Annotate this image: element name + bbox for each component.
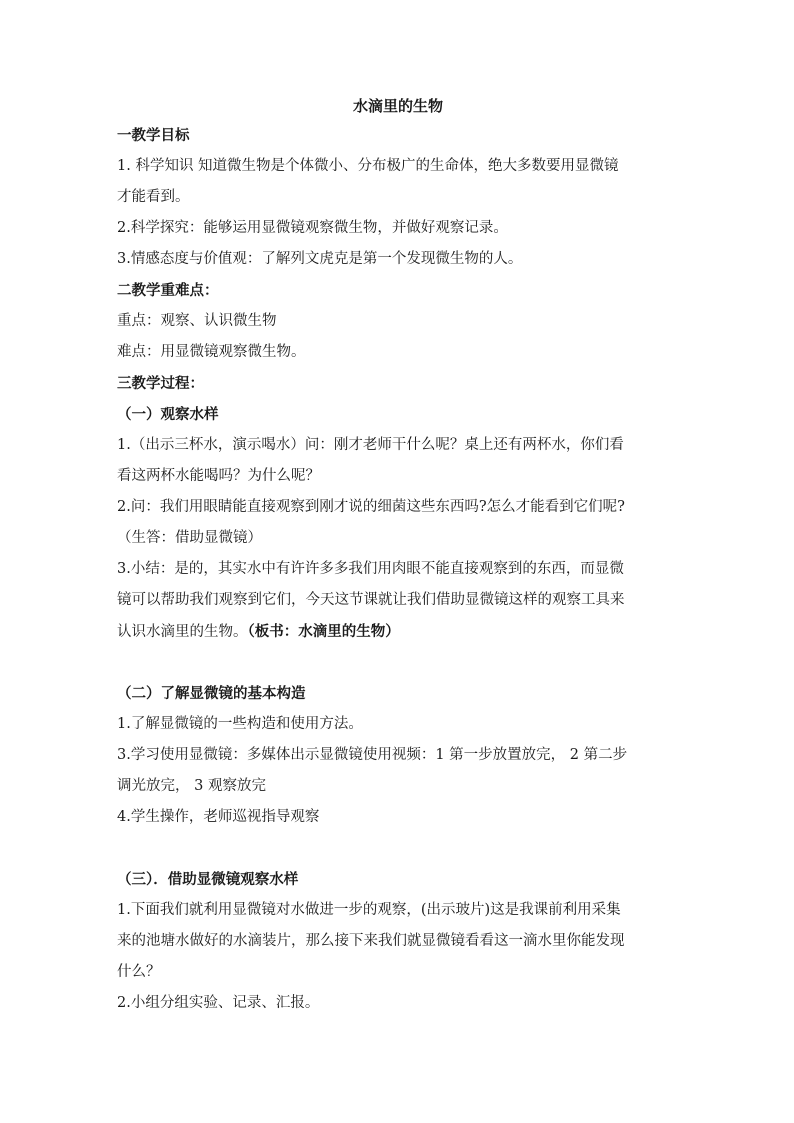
paragraph-line: 2.问：我们用眼睛能直接观察到刚才说的细菌这些东西吗?怎么才能看到它们呢? [117, 499, 625, 515]
paragraph-line: 调光放完， 3 观察放完 [117, 778, 266, 794]
spacer [117, 647, 679, 678]
paragraph-line [117, 616, 679, 647]
paragraph-line: 1.了解显微镜的一些构造和使用方法。 [117, 716, 363, 732]
subsection-heading-observe-water: （一）观察水样 [117, 406, 219, 423]
paragraph-line: 重点：观察、认识微生物 [117, 313, 277, 329]
paragraph-line: 3.学习使用显微镜：多媒体出示显微镜使用视频：1 第一步放置放完， 2 第二步 [117, 747, 628, 763]
section-heading-objectives: 一教学目标 [117, 127, 190, 144]
blackboard-note: （板书：水滴里的生物） [247, 623, 400, 640]
paragraph-line: 2.小组分组实验、记录、汇报。 [117, 995, 320, 1011]
paragraph-line: 镜可以帮助我们观察到它们，今天这节课就让我们借助显微镜这样的观察工具来 [117, 592, 625, 608]
paragraph-line: 看这两杯水能喝吗？为什么呢？ [117, 468, 320, 484]
paragraph-line: 什么？ [117, 964, 161, 980]
document-page [117, 96, 679, 1019]
paragraph-line: 1.（出示三杯水，演示喝水）问：刚才老师干什么呢？桌上还有两杯水，你们看 [117, 437, 624, 453]
spacer [117, 833, 679, 864]
paragraph-text: 认识水滴里的生物。 [117, 624, 248, 640]
paragraph-line: 4.学生操作，老师巡视指导观察 [117, 809, 320, 825]
paragraph-line: 3.小结：是的，其实水中有许许多多我们用肉眼不能直接观察到的东西，而显微 [117, 561, 624, 577]
section-heading-process: 三教学过程： [117, 375, 204, 392]
paragraph-line: 来的池塘水做好的水滴装片，那么接下来我们就显微镜看看这一滴水里你能发现 [117, 933, 625, 949]
subsection-heading-microscope-structure: （二）了解显微镜的基本构造 [117, 685, 306, 702]
paragraph-line: 3.情感态度与价值观：了解列文虎克是第一个发现微生物的人。 [117, 251, 523, 267]
paragraph-line: 1.下面我们就利用显微镜对水做进一步的观察，(出示玻片)这是我课前利用采集 [117, 902, 621, 918]
paragraph-line: 难点：用显微镜观察微生物。 [117, 344, 306, 360]
document-title: 水滴里的生物 [352, 97, 443, 115]
subsection-heading-microscope-observe: （三）．借助显微镜观察水样 [117, 871, 299, 888]
paragraph-line: 才能看到。 [117, 189, 190, 205]
section-heading-key-points: 二教学重难点： [117, 282, 219, 299]
paragraph-line: 2.科学探究：能够运用显微镜观察微生物，并做好观察记录。 [117, 220, 508, 236]
paragraph-line: （生答：借助显微镜） [117, 530, 262, 546]
paragraph-line: 1. 科学知识 知道微生物是个体微小、分布极广的生命体，绝大多数要用显微镜 [117, 158, 619, 174]
